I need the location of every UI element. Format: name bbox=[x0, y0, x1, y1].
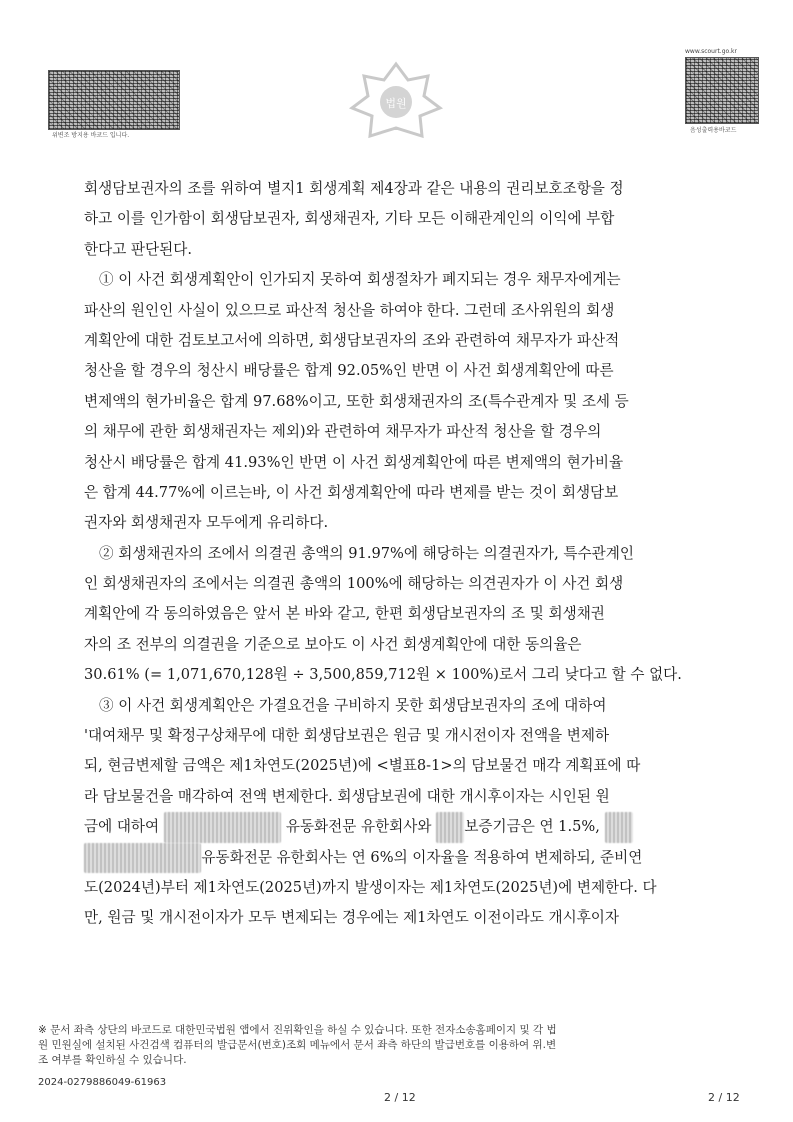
text-line: 계획안에 대한 검토보고서에 의하면, 회생담보권자의 조와 관련하여 채무자가 파산적 bbox=[84, 331, 620, 349]
text-line: 청산시 배당률은 합계 41.93%인 반면 이 사건 회생계획안에 따른 변제액의 현가비율 bbox=[84, 453, 624, 471]
text-line: 한다고 판단된다. bbox=[84, 240, 192, 258]
text-line: 30.61% (= 1,071,670,128원 ÷ 3,500,859,712원 × 100%)로서 그리 낮다고 할 수 없다. bbox=[84, 666, 682, 684]
barcode-caption: 위변조 방지용 바코드 입니다. bbox=[52, 132, 130, 139]
text-line: 라 담보물건을 매각하여 전액 변제한다. 회생담보권에 대한 개시후이자는 시인된 원 bbox=[84, 787, 610, 805]
text-line: 은 합계 44.77%에 이르는바, 이 사건 회생계획안에 따라 변제를 받는 것이 회생담보 bbox=[84, 483, 619, 501]
paragraph-3 bbox=[84, 691, 712, 934]
text-line: 되, 현금변제할 금액은 제1차연도(2025년)에 <별표8-1>의 담보물건 매각 계획표에 따 bbox=[84, 757, 641, 775]
text-line: ③ 이 사건 회생계획안은 가결요건을 구비하지 못한 회생담보권자의 조에 대하여 bbox=[99, 696, 607, 714]
text-line: ② 회생채권자의 조에서 의결권 총액의 91.97%에 해당하는 의결권자가, 특수관계인 bbox=[99, 544, 634, 562]
text-line: 도(2024년)부터 제1차연도(2025년)까지 발생이자는 제1차연도(2025년)에 변제한다. 다 bbox=[84, 878, 657, 896]
text-segment: 유동화전문 유한회사는 연 6%의 이자율을 적용하여 변제하되, 준비연 bbox=[201, 848, 643, 866]
text-line: ① 이 사건 회생계획안이 인가되지 못하여 회생절차가 폐지되는 경우 채무자에게는 bbox=[99, 271, 621, 289]
paragraph-1 bbox=[84, 265, 712, 539]
redacted-text bbox=[605, 812, 633, 842]
page-number-right: 2 / 12 bbox=[708, 1091, 740, 1104]
note-line: ※ 문서 좌측 상단의 바코드로 대한민국법원 앱에서 진위확인을 하실 수 있습니다. 또한 전자소송홈페이지 및 각 법 bbox=[38, 1024, 557, 1036]
text-line: 변제액의 현가비율은 합계 97.68%이고, 또한 회생채권자의 조(특수관계자 및 조세 등 bbox=[84, 392, 629, 410]
text-line: 파산의 원인인 사실이 있으므로 파산적 청산을 하여야 한다. 그런데 조사위원의 회생 bbox=[84, 301, 615, 319]
text-segment: 보증기금은 연 1.5%, bbox=[464, 818, 600, 836]
text-line: 권자와 회생채권자 모두에게 유리하다. bbox=[84, 514, 329, 532]
text-line: 의 채무에 관한 회생채권자는 제외)와 관련하여 채무자가 파산적 청산을 할 경우의 bbox=[84, 423, 602, 441]
decision-body bbox=[84, 174, 712, 934]
authentication-barcode bbox=[48, 70, 180, 130]
text-line: 만, 원금 및 개시전이자가 모두 변제되는 경우에는 제1차연도 이전이라도 개시후이자 bbox=[84, 909, 619, 927]
paragraph-intro bbox=[84, 174, 712, 265]
court-seal-icon bbox=[340, 56, 452, 144]
text-line: 회생담보권자의 조를 위하여 별지1 회생계획 제4장과 같은 내용의 권리보호조항을 정 bbox=[84, 180, 624, 197]
redacted-text bbox=[84, 843, 201, 873]
site-url: www.scourt.go.kr bbox=[685, 48, 737, 55]
text-line: 자의 조 전부의 의결권을 기준으로 보아도 이 사건 회생계획안에 대한 동의율은 bbox=[84, 635, 582, 653]
text-line-redacted bbox=[84, 843, 712, 873]
text-line: '대여채무 및 확정구상채무에 대한 회생담보권은 원금 및 개시전이자 전액을 변제하 bbox=[84, 727, 610, 745]
text-line: 하고 이를 인가함이 회생담보권자, 회생채권자, 기타 모든 이해관계인의 이익에 부합 bbox=[84, 210, 615, 228]
text-line: 인 회생채권자의 조에서는 의결권 총액의 100%에 해당하는 의견권자가 이 사건 회생 bbox=[84, 575, 624, 593]
seal-text: 법원 bbox=[385, 97, 407, 110]
text-segment: 금에 대하여 bbox=[84, 818, 160, 836]
paragraph-2 bbox=[84, 539, 712, 691]
page-number-center: 2 / 12 bbox=[384, 1091, 416, 1104]
text-line: 청산을 할 경우의 청산시 배당률은 합계 92.05%인 반면 이 사건 회생계획안에 따른 bbox=[84, 362, 614, 380]
note-line: 조 여부를 확인하실 수 있습니다. bbox=[38, 1054, 187, 1066]
note-line: 원 민원실에 설치된 사건검색 컴퓨터의 발급문서(번호)조회 메뉴에서 문서 좌측 하단의 발급번호를 이용하여 위.변 bbox=[38, 1039, 557, 1051]
voice-barcode-caption: 음성출력용바코드 bbox=[690, 127, 737, 134]
text-segment: 유동화전문 유한회사와 bbox=[285, 818, 432, 836]
text-line: 계획안에 각 동의하였음은 앞서 본 바와 같고, 한편 회생담보권자의 조 및 회생채권 bbox=[84, 605, 605, 623]
voice-output-barcode bbox=[685, 57, 759, 124]
issue-number: 2024-0279886049-61963 bbox=[38, 1077, 167, 1088]
text-line-redacted bbox=[84, 812, 712, 842]
verification-note bbox=[38, 1023, 753, 1068]
redacted-text bbox=[436, 812, 464, 842]
redacted-text bbox=[164, 812, 281, 842]
